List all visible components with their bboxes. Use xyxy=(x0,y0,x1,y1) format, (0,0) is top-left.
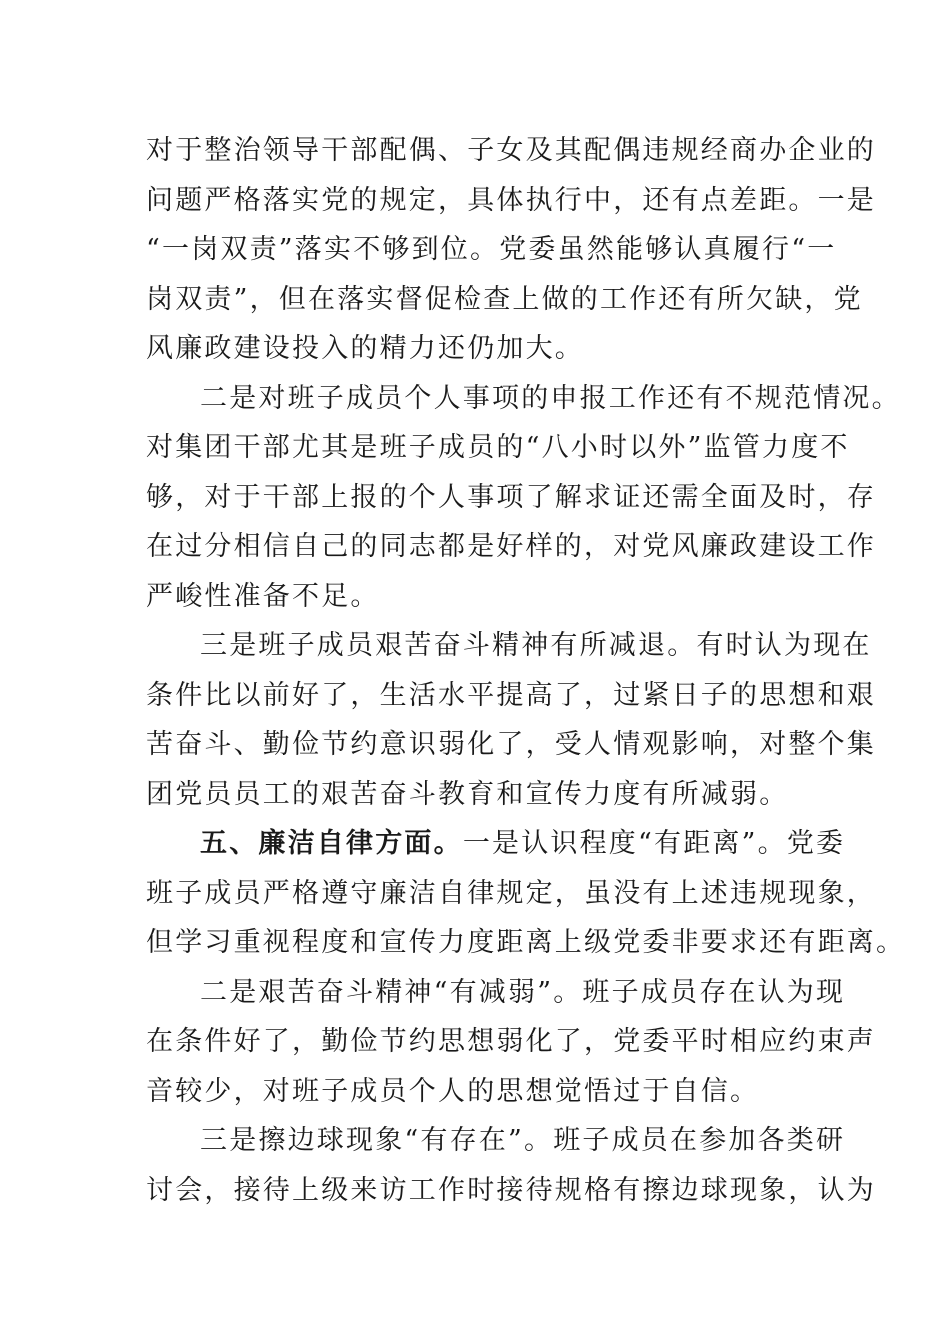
paragraph-1 xyxy=(146,126,876,374)
text-line: 条件比以前好了，生活水平提高了，过紧日子的思想和艰 xyxy=(146,679,876,711)
text-line: 对集团干部尤其是班子成员的“八小时以外”监管力度不 xyxy=(146,432,850,463)
section-heading: 五、廉洁自律方面。 xyxy=(200,828,463,859)
text-line: 音较少，对班子成员个人的思想觉悟过于自信。 xyxy=(146,1075,760,1107)
paragraph-4 xyxy=(146,819,906,968)
paragraph-5 xyxy=(146,968,876,1117)
text-line: 讨会，接待上级来访工作时接待规格有擦边球现象，认为 xyxy=(146,1174,876,1206)
text-line: 二是对班子成员个人事项的申报工作还有不规范情况。 xyxy=(200,382,901,414)
text-line: 严峻性准备不足。 xyxy=(146,580,380,612)
text-line: 在过分相信自己的同志都是好样的，对党风廉政建设工作 xyxy=(146,531,876,562)
text-line: 风廉政建设投入的精力还仍加大。 xyxy=(146,333,584,364)
heading-line-text: 一是认识程度“有距离”。党委 xyxy=(462,828,846,859)
text-line: 三是班子成员艰苦奋斗精神有所减退。有时认为现在 xyxy=(200,630,872,661)
paragraph-3 xyxy=(146,621,876,819)
paragraph-6 xyxy=(146,1116,876,1215)
text-line: 三是擦边球现象“有存在”。班子成员在参加各类研 xyxy=(200,1125,846,1156)
text-line: 对于整治领导干部配偶、子女及其配偶违规经商办企业的 xyxy=(146,135,876,166)
text-line: 在条件好了，勤俭节约思想弱化了，党委平时相应约束声 xyxy=(146,1026,876,1057)
text-line: 但学习重视程度和宣传力度距离上级党委非要求还有距离。 xyxy=(146,927,906,958)
text-line: 岗双责”，但在落实督促检查上做的工作还有所欠缺，党 xyxy=(146,283,863,315)
text-line: “一岗双责”落实不够到位。党委虽然能够认真履行“一 xyxy=(146,234,837,265)
text-line: 问题严格落实党的规定，具体执行中，还有点差距。一是 xyxy=(146,184,876,216)
text-line xyxy=(146,819,846,869)
document-body xyxy=(146,126,906,1215)
text-line: 二是艰苦奋斗精神“有减弱”。班子成员存在认为现 xyxy=(200,976,846,1008)
paragraph-2 xyxy=(146,374,901,622)
text-line: 苦奋斗、勤俭节约意识弱化了，受人情观影响，对整个集 xyxy=(146,729,876,760)
text-line: 班子成员严格遵守廉洁自律规定，虽没有上述违规现象， xyxy=(146,877,876,909)
text-line: 够，对于干部上报的个人事项了解求证还需全面及时，存 xyxy=(146,481,876,513)
text-line: 团党员员工的艰苦奋斗教育和宣传力度有所减弱。 xyxy=(146,778,789,810)
